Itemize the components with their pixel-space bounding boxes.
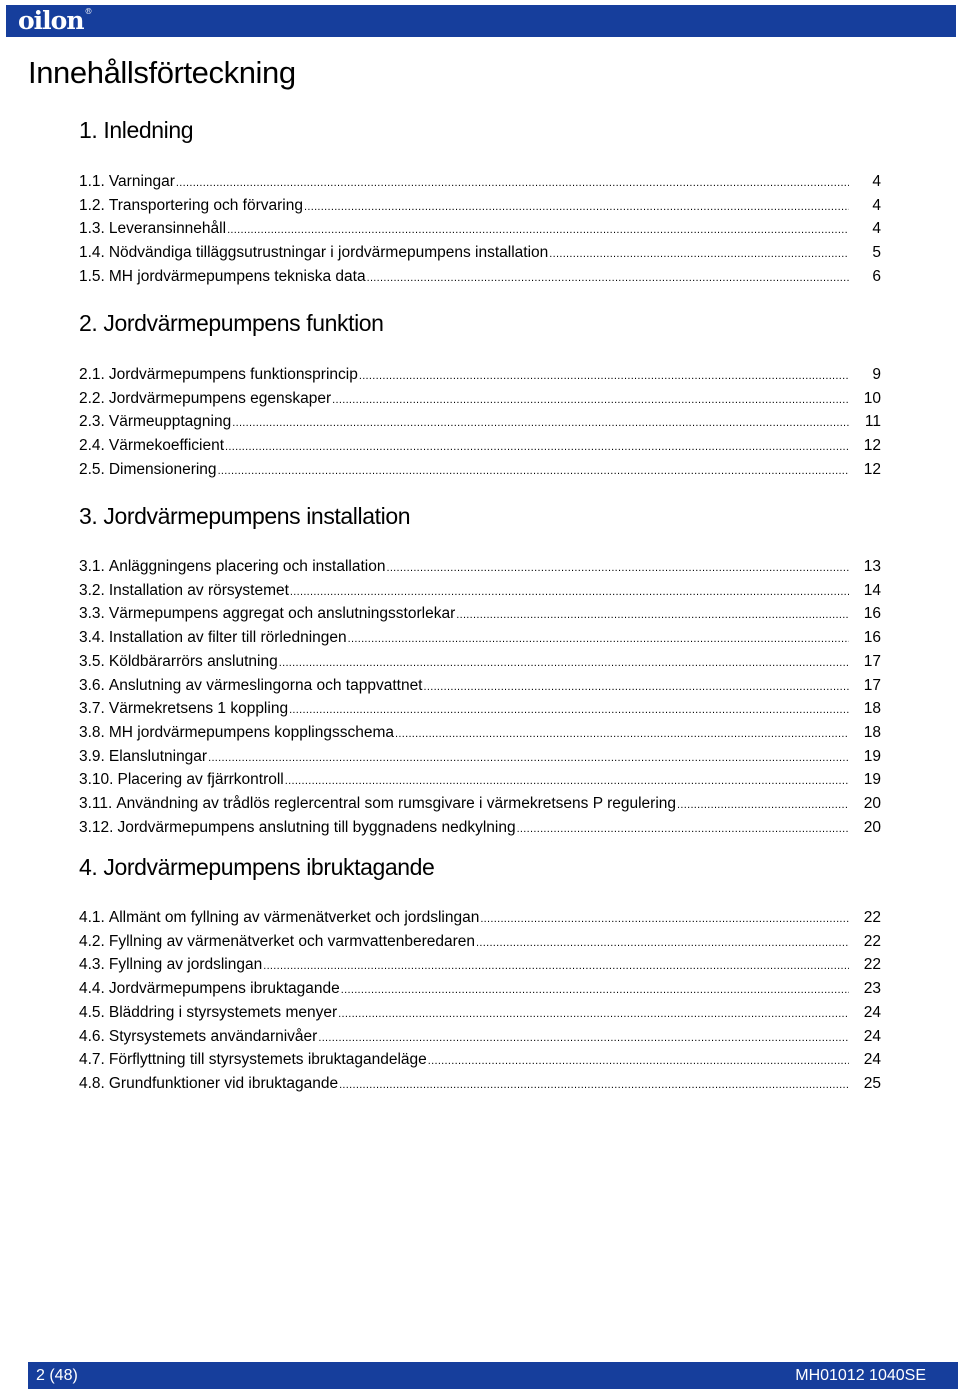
toc-entry-number: 4.4.: [79, 980, 105, 998]
toc-entry[interactable]: [79, 978, 881, 1002]
toc-entry[interactable]: [79, 218, 881, 242]
toc-entry[interactable]: [79, 556, 881, 580]
toc-entry-title: Köldbärarrörs anslutning: [108, 652, 278, 670]
toc-entry-number: 1.1.: [79, 173, 105, 190]
toc-leader-dots: [318, 1027, 849, 1050]
toc-entry-number: 3.5.: [79, 652, 105, 670]
toc-entry-number: 1.2.: [79, 196, 105, 214]
toc-entry-title: Jordvärmepumpens ibruktagande: [108, 980, 340, 998]
toc-entry[interactable]: [79, 1049, 881, 1073]
toc-entry[interactable]: [79, 817, 881, 841]
toc-leader-dots: [348, 628, 849, 651]
toc-entry-number: 4.7.: [79, 1051, 105, 1069]
toc-leader-dots: [279, 652, 849, 675]
toc-entry-page: 17: [863, 676, 881, 694]
toc-entry[interactable]: [79, 242, 881, 266]
toc-leader-dots: [225, 436, 849, 459]
toc-entry-number: 3.9.: [79, 747, 105, 765]
toc-entry-title: Elanslutningar: [108, 747, 208, 765]
toc-entry-number: 3.2.: [79, 581, 105, 599]
toc-entry-page: 4: [872, 196, 881, 214]
toc-entry[interactable]: [79, 954, 881, 978]
toc-entry-page: 4: [872, 220, 881, 238]
toc-entry[interactable]: [79, 171, 881, 195]
toc-entry-number: 1.3.: [79, 220, 105, 238]
toc-entry[interactable]: [79, 1026, 881, 1050]
toc-leader-dots: [332, 389, 849, 412]
toc-entry-page: 12: [863, 460, 881, 478]
toc-entry-title: Jordvärmepumpens egenskaper: [108, 389, 332, 407]
toc-entry-title: Jordvärmepumpens anslutning till byggnadens nedkylning: [117, 818, 516, 836]
toc-entry-title: Styrsystemets användarnivåer: [108, 1027, 318, 1045]
toc-leader-dots: [424, 676, 850, 699]
toc-entry-page: 22: [863, 956, 881, 974]
toc-entry-page: 6: [872, 267, 881, 285]
toc-entry[interactable]: [79, 195, 881, 219]
toc-leader-dots: [176, 172, 849, 195]
toc-entry[interactable]: [79, 266, 881, 290]
toc-entry-number: 2.2.: [79, 389, 105, 407]
toc-entry-title: Jordvärmepumpens funktionsprincip: [108, 366, 358, 383]
toc-entry-page: 16: [863, 629, 881, 647]
toc-entry[interactable]: [79, 388, 881, 412]
toc-entry-title: Fyllning av värmenätverket och varmvattenberedaren: [108, 932, 476, 950]
toc-entry-page: 13: [863, 558, 881, 575]
toc-leader-dots: [341, 979, 849, 1002]
toc-entry-title: MH jordvärmepumpens tekniska data: [108, 267, 366, 285]
toc-leader-dots: [367, 267, 849, 290]
toc-leader-dots: [480, 908, 849, 931]
footer-bar: [28, 1362, 958, 1389]
toc-entry-page: 16: [863, 605, 881, 623]
toc-entry-number: 4.8.: [79, 1074, 105, 1092]
toc-leader-dots: [456, 604, 849, 627]
toc-entry-page: 20: [863, 795, 881, 813]
toc-entry-title: Leveransinnehåll: [108, 220, 227, 238]
toc-entry-number: 3.6.: [79, 676, 105, 694]
toc-entry-number: 4.2.: [79, 932, 105, 950]
toc-entry[interactable]: [79, 627, 881, 651]
section-heading-2: 2. Jordvärmepumpens funktion: [79, 310, 384, 336]
toc-leader-dots: [304, 196, 849, 219]
toc-entry-title: Anläggningens placering och installation: [108, 558, 386, 575]
toc-entry-page: 9: [872, 366, 881, 383]
toc-entry[interactable]: [79, 675, 881, 699]
toc-entry[interactable]: [79, 651, 881, 675]
page-title: Innehållsförteckning: [28, 55, 296, 90]
toc-leader-dots: [208, 747, 849, 770]
section-heading-1: 1. Inledning: [79, 117, 194, 143]
toc-entry-page: 17: [863, 652, 881, 670]
toc-entry-title: Förflyttning till styrsystemets ibruktagandeläge: [108, 1051, 427, 1069]
toc-leader-dots: [549, 243, 849, 266]
toc-list-1: [79, 171, 881, 290]
toc-entry-number: 2.1.: [79, 366, 105, 383]
toc-leader-dots: [386, 557, 849, 580]
toc-entry[interactable]: [79, 411, 881, 435]
toc-entry-number: 3.12.: [79, 818, 114, 836]
toc-entry[interactable]: [79, 746, 881, 770]
toc-entry-number: 3.4.: [79, 629, 105, 647]
toc-entry[interactable]: [79, 769, 881, 793]
toc-entry-number: 2.5.: [79, 460, 105, 478]
toc-entry-page: 18: [863, 700, 881, 718]
toc-entry-title: Värmekoefficient: [108, 437, 225, 455]
toc-entry[interactable]: [79, 1073, 881, 1097]
toc-entry[interactable]: [79, 459, 881, 483]
toc-entry-number: 3.11.: [79, 795, 113, 813]
toc-entry-number: 2.3.: [79, 413, 105, 431]
toc-entry-page: 24: [863, 1051, 881, 1069]
toc-entry-title: Allmänt om fyllning av värmenätverket och jordslingan: [108, 909, 480, 926]
toc-entry-title: Värmeupptagning: [108, 413, 232, 431]
toc-entry[interactable]: [79, 603, 881, 627]
toc-entry-title: Fyllning av jordslingan: [108, 956, 263, 974]
toc-leader-dots: [428, 1050, 849, 1073]
toc-entry-number: 1.4.: [79, 244, 105, 262]
toc-entry-number: 4.1.: [79, 909, 105, 926]
toc-entry-page: 24: [863, 1003, 881, 1021]
toc-entry-number: 3.10.: [79, 771, 114, 789]
toc-entry-number: 1.5.: [79, 267, 105, 285]
toc-entry-number: 4.6.: [79, 1027, 105, 1045]
toc-entry-page: 23: [863, 980, 881, 998]
toc-leader-dots: [285, 770, 849, 793]
toc-entry-title: MH jordvärmepumpens kopplingsschema: [108, 723, 395, 741]
header-bar: [6, 5, 956, 37]
toc-leader-dots: [677, 794, 849, 817]
toc-entry-page: 24: [863, 1027, 881, 1045]
toc-entry-title: Grundfunktioner vid ibruktagande: [108, 1074, 339, 1092]
toc-entry-number: 2.4.: [79, 437, 105, 455]
toc-entry-page: 12: [863, 437, 881, 455]
toc-entry-title: Användning av trådlös reglercentral som rumsgivare i värmekretsens P regulering: [116, 795, 677, 813]
toc-entry[interactable]: [79, 907, 881, 931]
toc-entry-number: 3.1.: [79, 558, 105, 575]
section-heading-4: 4. Jordvärmepumpens ibruktagande: [79, 854, 435, 880]
toc-leader-dots: [517, 818, 849, 841]
toc-entry-page: 19: [863, 747, 881, 765]
toc-entry[interactable]: [79, 931, 881, 955]
toc-leader-dots: [476, 932, 849, 955]
toc-list-4: [79, 907, 881, 1097]
toc-entry-page: 25: [863, 1074, 881, 1092]
toc-entry-title: Installation av rörsystemet: [108, 581, 289, 599]
toc-leader-dots: [338, 1003, 849, 1026]
toc-entry[interactable]: [79, 722, 881, 746]
toc-list-3: [79, 556, 881, 840]
toc-entry-title: Varningar: [108, 173, 175, 190]
toc-entry-page: 5: [872, 244, 881, 262]
oilon-logo: oilon®: [18, 6, 92, 35]
toc-entry-title: Anslutning av värmeslingorna och tappvattnet: [108, 676, 423, 694]
toc-leader-dots: [289, 699, 849, 722]
toc-entry[interactable]: [79, 435, 881, 459]
toc-entry-page: 14: [863, 581, 881, 599]
toc-entry-number: 3.3.: [79, 605, 105, 623]
page-number: 2 (48): [36, 1367, 78, 1384]
toc-entry-page: 4: [872, 173, 881, 190]
toc-entry-page: 20: [863, 818, 881, 836]
toc-entry-number: 4.3.: [79, 956, 105, 974]
toc-entry-title: Värmekretsens 1 koppling: [108, 700, 289, 718]
toc-entry[interactable]: [79, 1002, 881, 1026]
toc-leader-dots: [232, 412, 849, 435]
toc-leader-dots: [359, 365, 849, 388]
toc-entry-title: Nödvändiga tilläggsutrustningar i jordvärmepumpens installation: [108, 244, 549, 262]
toc-entry[interactable]: [79, 698, 881, 722]
toc-entry[interactable]: [79, 364, 881, 388]
toc-entry-number: 3.8.: [79, 723, 105, 741]
toc-entry-title: Värmepumpens aggregat och anslutningsstorlekar: [108, 605, 456, 623]
toc-entry-title: Installation av filter till rörledningen: [108, 629, 347, 647]
toc-entry-title: Placering av fjärrkontroll: [117, 771, 284, 789]
toc-entry-page: 19: [863, 771, 881, 789]
toc-entry-page: 11: [864, 413, 881, 431]
toc-entry-title: Bläddring i styrsystemets menyer: [108, 1003, 338, 1021]
toc-entry-title: Transportering och förvaring: [108, 196, 303, 214]
toc-entry-number: 3.7.: [79, 700, 105, 718]
toc-leader-dots: [263, 955, 849, 978]
toc-leader-dots: [395, 723, 849, 746]
document-id: MH01012 1040SE: [795, 1367, 926, 1384]
toc-entry[interactable]: [79, 580, 881, 604]
toc-entry-page: 18: [863, 723, 881, 741]
toc-list-2: [79, 364, 881, 483]
toc-entry-page: 10: [863, 389, 881, 407]
toc-leader-dots: [290, 581, 849, 604]
toc-entry-page: 22: [863, 932, 881, 950]
toc-leader-dots: [227, 219, 849, 242]
toc-entry-page: 22: [863, 909, 881, 926]
toc-entry[interactable]: [79, 793, 881, 817]
toc-entry-number: 4.5.: [79, 1003, 105, 1021]
toc-leader-dots: [218, 460, 849, 483]
section-heading-3: 3. Jordvärmepumpens installation: [79, 503, 411, 529]
toc-leader-dots: [339, 1074, 849, 1097]
toc-entry-title: Dimensionering: [108, 460, 217, 478]
